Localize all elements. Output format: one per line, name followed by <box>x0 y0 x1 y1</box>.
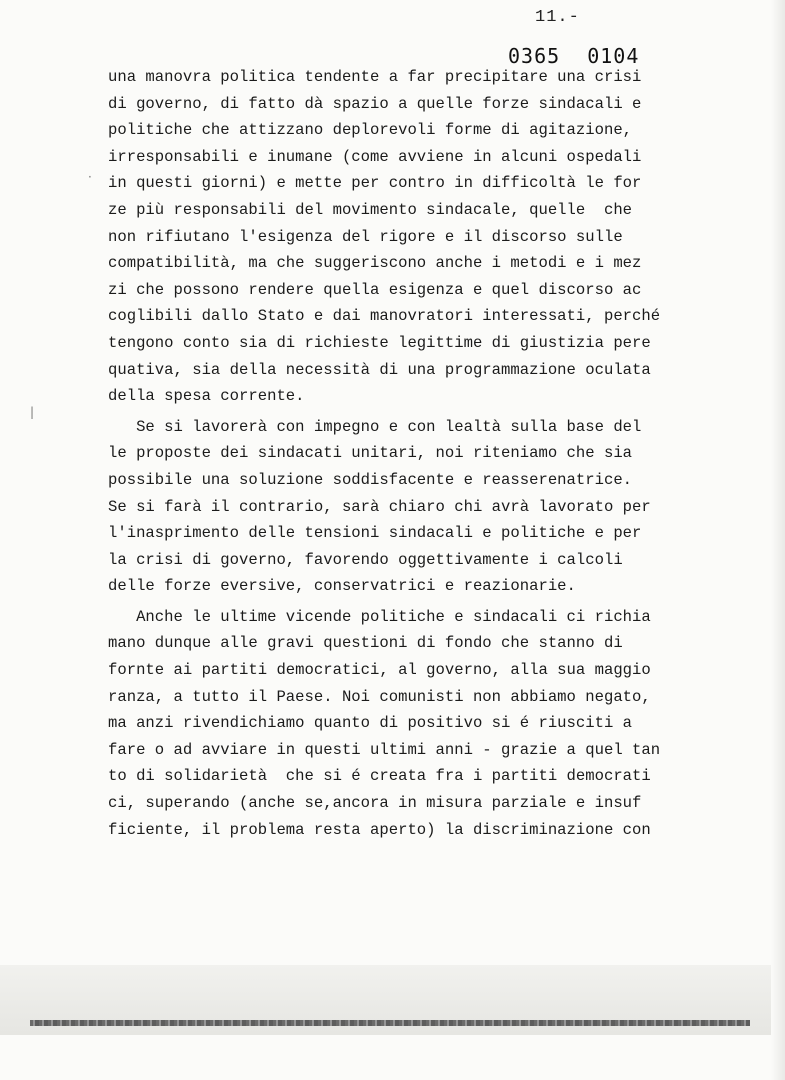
text-line: ci, superando (anche se,ancora in misura parziale e insuf <box>108 794 642 813</box>
text-line: mano dunque alle gravi questioni di fondo che stanno di <box>108 634 623 653</box>
text-line: ze più responsabili del movimento sindacale, quelle che <box>108 200 633 219</box>
text-line: compatibilità, ma che suggeriscono anche i metodi e i mez <box>108 254 642 273</box>
margin-dot: · <box>88 170 92 184</box>
archive-code-series: 0365 <box>508 44 561 68</box>
text-line: Anche le ultime vicende politiche e sindacali ci richia <box>108 607 651 626</box>
text-line: la crisi di governo, favorendo oggettivamente i calcoli <box>108 550 623 569</box>
text-line: quativa, sia della necessità di una programmazione oculata <box>108 360 651 379</box>
text-line: Se si lavorerà con impegno e con lealtà sulla base del <box>108 417 642 436</box>
text-line: della spesa corrente. <box>108 387 305 406</box>
text-line: Se si farà il contrario, sarà chiaro chi avrà lavorato per <box>108 497 651 516</box>
scan-bottom-rule <box>30 1020 750 1026</box>
text-line: zi che possono rendere quella esigenza e quel discorso ac <box>108 280 642 299</box>
text-line: l'inasprimento delle tensioni sindacali e politiche e per <box>108 524 642 543</box>
text-line: tengono conto sia di richieste legittime di giustizia pere <box>108 333 651 352</box>
margin-tick: | <box>30 405 35 419</box>
text-line: coglibili dallo Stato e dai manovratori interessati, perché <box>108 307 661 326</box>
text-line: irresponsabili e inumane (come avviene in alcuni ospedali <box>108 147 642 166</box>
text-line: ficiente, il problema resta aperto) la discriminazione con <box>108 820 651 839</box>
text-line: non rifiutano l'esigenza del rigore e il discorso sulle <box>108 227 623 246</box>
text-line: di governo, di fatto dà spazio a quelle forze sindacali e <box>108 94 642 113</box>
text-line: in questi giorni) e mette per contro in difficoltà le for <box>108 174 642 193</box>
text-line: le proposte dei sindacati unitari, noi riteniamo che sia <box>108 444 633 463</box>
scan-right-edge <box>771 0 785 1080</box>
archive-code-number: 0104 <box>587 44 640 68</box>
text-line: ma anzi rivendichiamo quanto di positivo si é riusciti a <box>108 714 633 733</box>
typewritten-text <box>108 64 668 843</box>
text-line: possibile una soluzione soddisfacente e reasserenatrice. <box>108 470 633 489</box>
text-line: politiche che attizzano deplorevoli forme di agitazione, <box>108 121 633 140</box>
text-line: to di solidarietà che si é creata fra i partiti democrati <box>108 767 651 786</box>
text-line: fare o ad avviare in questi ultimi anni - grazie a quel tan <box>108 740 661 759</box>
text-line: una manovra politica tendente a far precipitare una crisi <box>108 68 642 86</box>
text-line: fornte ai partiti democratici, al governo, alla sua maggio <box>108 661 651 680</box>
text-line: delle forze eversive, conservatrici e reazionarie. <box>108 577 576 596</box>
text-line: ranza, a tutto il Paese. Noi comunisti non abbiamo negato, <box>108 687 651 706</box>
page-number: 11.- <box>535 8 580 27</box>
